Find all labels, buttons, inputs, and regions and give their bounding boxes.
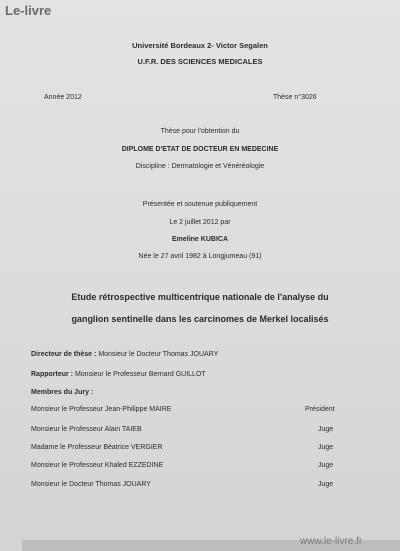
jury-member-name: Madame le Professeur Béatrice VERGIER: [31, 444, 163, 451]
academic-year: Année 2012: [44, 94, 82, 101]
jury-member-role: Juge: [318, 426, 334, 433]
thesis-title-line-2: ganglion sentinelle dans les carcinomes de Merkel localisés: [71, 314, 329, 324]
diploma-intro: Thèse pour l'obtention du: [160, 128, 240, 135]
reporter-name: Monsieur le Professeur Bernard GUILLOT: [74, 371, 206, 378]
presentation-line: Présentée et soutenue publiquement: [142, 201, 258, 208]
reporter: [31, 371, 206, 378]
jury-member-name: Monsieur le Professeur Alain TAIEB: [31, 426, 142, 433]
reporter-label: Rapporteur :: [31, 371, 73, 378]
thesis-title-line-1: Etude rétrospective multicentrique nationale de l'analyse du: [71, 292, 329, 302]
watermark-logo: Le-livre: [5, 3, 52, 18]
author-birth: Née le 27 avril 1982 à Longjumeau (91): [138, 253, 262, 260]
thesis-director: [31, 351, 218, 358]
jury-member-name: Monsieur le Docteur Thomas JOUARY: [31, 481, 151, 488]
jury-member-role: Juge: [318, 444, 334, 451]
jury-label: Membres du Jury :: [31, 389, 94, 396]
author-name: Emeline KUBICA: [171, 236, 228, 243]
director-label: Directeur de thèse :: [31, 351, 97, 358]
defense-date: Le 2 juillet 2012 par: [169, 219, 231, 226]
jury-member-role: Juge: [318, 462, 334, 469]
jury-member-role: Juge: [318, 481, 334, 488]
faculty-name: U.F.R. DES SCIENCES MEDICALES: [137, 57, 263, 66]
jury-member-role: Président: [305, 406, 335, 413]
director-name: Monsieur le Docteur Thomas JOUARY: [98, 351, 219, 358]
watermark-url: www.le-livre.fr: [300, 536, 363, 547]
diploma-title: DIPLOME D'ETAT DE DOCTEUR EN MEDECINE: [121, 146, 279, 153]
university-name: Université Bordeaux 2- Victor Segalen: [132, 41, 268, 50]
discipline: Discipline : Dermatologie et Vénéréologie: [135, 163, 265, 170]
jury-member-name: Monsieur le Professeur Jean-Philippe MAIRE: [31, 406, 172, 413]
thesis-number: Thèse n°3026: [273, 94, 317, 101]
jury-member-name: Monsieur le Professeur Khaled EZZEDINE: [31, 462, 164, 469]
